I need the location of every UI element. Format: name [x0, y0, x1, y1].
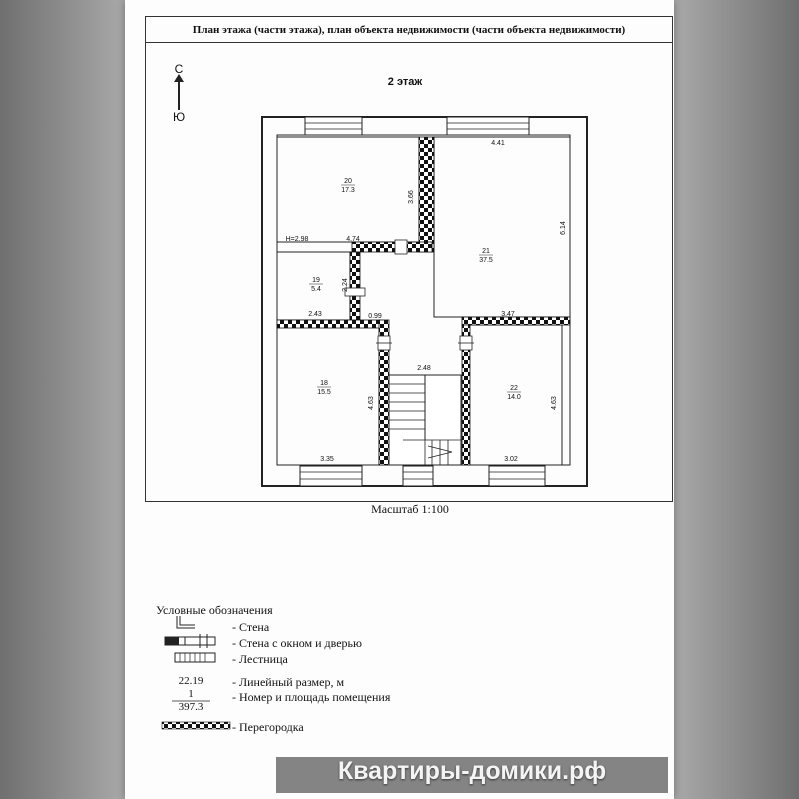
- legend-stairs-text: - Лестница: [232, 652, 288, 666]
- floor-title: 2 этаж: [387, 76, 423, 88]
- partition-horizontal-mid: [352, 242, 432, 252]
- legend-sample-linear: 22.19: [178, 675, 204, 687]
- legend-stairs-icon: [175, 653, 215, 662]
- legend-sample-room-area: 397.3: [178, 701, 204, 713]
- dim-4-74: 4.74: [346, 236, 360, 243]
- legend-title: Условные обозначения: [156, 603, 273, 617]
- door-room-20: [395, 240, 407, 254]
- room-22-number: 22: [510, 385, 518, 392]
- dim-4-63-left: 4.63: [368, 396, 375, 410]
- stairs-icon: [389, 375, 461, 465]
- room-19-area: 5.4: [311, 286, 321, 293]
- dim-2-43: 2.43: [308, 311, 322, 318]
- page-title: План этажа (части этажа), план объекта недвижимости (части объекта недвижимости): [146, 17, 672, 43]
- dim-2-24: 2.24: [342, 278, 349, 292]
- window-bottom-right: [489, 466, 545, 486]
- compass-north-label: С: [174, 62, 184, 76]
- room-20-number: 20: [344, 178, 352, 185]
- legend-wall-window-door-icon: [165, 634, 215, 648]
- scale-label: Масштаб 1:100: [371, 502, 449, 516]
- window-bottom-left: [300, 466, 362, 486]
- legend-partition-text: - Перегородка: [232, 720, 304, 734]
- room-21-area: 37.5: [479, 257, 493, 264]
- legend-partition-icon: [162, 722, 230, 729]
- partition-room-18-top: [277, 320, 382, 328]
- room-21-number: 21: [482, 248, 490, 255]
- dim-4-63-right: 4.63: [551, 396, 558, 410]
- dim-3-35: 3.35: [320, 456, 334, 463]
- dim-3-02: 3.02: [504, 456, 518, 463]
- door-room-18: [376, 336, 392, 350]
- dim-4-41: 4.41: [491, 140, 505, 147]
- legend-wall-text: - Стена: [232, 620, 270, 634]
- window-top-right: [447, 117, 529, 135]
- window-top-left: [305, 117, 362, 135]
- room-18-number: 18: [320, 380, 328, 387]
- dim-h-2-98: H=2.98: [285, 236, 309, 243]
- dim-2-48: 2.48: [417, 365, 431, 372]
- watermark: Квартиры-домики.рф: [337, 757, 607, 785]
- dim-3-47: 3.47: [501, 311, 515, 318]
- compass-south-label: Ю: [172, 110, 186, 124]
- door-room-22: [458, 336, 474, 350]
- legend-linear-text: - Линейный размер, м: [232, 675, 345, 689]
- window-bottom-middle: [403, 466, 433, 486]
- legend-wall-window-door-text: - Стена с окном и дверью: [232, 636, 362, 650]
- dim-3-66: 3.66: [408, 190, 415, 204]
- partition-room-19: [350, 252, 360, 322]
- room-22-area: 14.0: [507, 394, 521, 401]
- room-19-number: 19: [312, 277, 320, 284]
- dim-0-99: 0.99: [368, 313, 382, 320]
- room-20-area: 17.3: [341, 187, 355, 194]
- dim-6-14: 6.14: [560, 221, 567, 235]
- partition-room-22-top: [462, 317, 570, 325]
- room-18-area: 15.5: [317, 389, 331, 396]
- partition-vertical-upper: [419, 137, 434, 252]
- legend-room-number-text: - Номер и площадь помещения: [232, 690, 391, 704]
- room-21-outline: [434, 137, 570, 317]
- legend-sample-room-number: 1: [188, 688, 194, 700]
